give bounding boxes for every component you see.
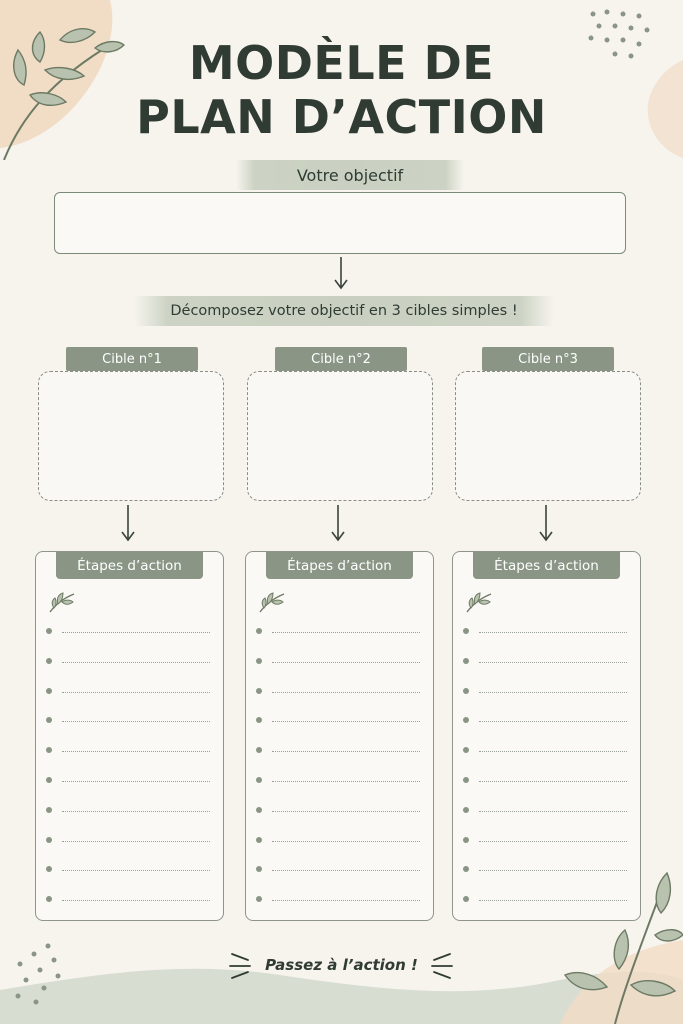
steps-panel-title: Étapes d’action <box>473 552 620 579</box>
step-line[interactable] <box>463 715 631 725</box>
step-line[interactable] <box>46 805 214 815</box>
step-line[interactable] <box>256 745 424 755</box>
bullet-icon <box>256 717 262 723</box>
bullet-icon <box>256 866 262 872</box>
title-line-1: MODÈLE DE <box>188 36 495 90</box>
dotted-rule <box>479 751 627 752</box>
step-line[interactable] <box>256 805 424 815</box>
leaf-sprig-icon <box>258 590 286 614</box>
dotted-rule <box>479 811 627 812</box>
bullet-icon <box>256 688 262 694</box>
bullet-icon <box>463 747 469 753</box>
bullet-icon <box>46 807 52 813</box>
steps-panel-title: Étapes d’action <box>56 552 203 579</box>
steps-panel-2 <box>245 551 434 921</box>
dotted-rule <box>62 751 210 752</box>
target-3-label: Cible n°3 <box>482 347 614 371</box>
bullet-icon <box>256 837 262 843</box>
arrow-down-icon <box>329 503 347 543</box>
dotted-rule <box>272 900 420 901</box>
target-1-field[interactable] <box>38 371 224 501</box>
target-3-field[interactable] <box>455 371 641 501</box>
dotted-rule <box>479 841 627 842</box>
dotted-rule <box>272 662 420 663</box>
step-line[interactable] <box>256 715 424 725</box>
dotted-rule <box>479 721 627 722</box>
bullet-icon <box>46 866 52 872</box>
leaf-sprig-icon <box>48 590 76 614</box>
step-line[interactable] <box>256 656 424 666</box>
step-line[interactable] <box>46 715 214 725</box>
bullet-icon <box>463 658 469 664</box>
dotted-rule <box>479 692 627 693</box>
arrow-down-icon <box>119 503 137 543</box>
title-line-2: PLAN D’ACTION <box>136 90 547 144</box>
step-line[interactable] <box>256 626 424 636</box>
steps-panel-1 <box>35 551 224 921</box>
step-line[interactable] <box>463 894 631 904</box>
dotted-rule <box>272 751 420 752</box>
bullet-icon <box>46 896 52 902</box>
goal-label: Votre objectif <box>236 160 464 190</box>
dotted-rule <box>272 841 420 842</box>
bullet-icon <box>256 658 262 664</box>
bullet-icon <box>46 717 52 723</box>
goal-field[interactable] <box>54 192 626 254</box>
step-line[interactable] <box>463 686 631 696</box>
bullet-icon <box>46 777 52 783</box>
bullet-icon <box>463 896 469 902</box>
dotted-rule <box>62 662 210 663</box>
target-1-label: Cible n°1 <box>66 347 198 371</box>
dotted-rule <box>62 721 210 722</box>
step-line[interactable] <box>463 745 631 755</box>
dotted-rule <box>272 692 420 693</box>
bullet-icon <box>46 628 52 634</box>
bullet-icon <box>463 777 469 783</box>
bullet-icon <box>46 658 52 664</box>
step-line[interactable] <box>46 835 214 845</box>
bullet-icon <box>463 807 469 813</box>
dotted-rule <box>272 721 420 722</box>
step-line[interactable] <box>46 894 214 904</box>
dotted-rule <box>62 841 210 842</box>
step-line[interactable] <box>46 626 214 636</box>
step-line[interactable] <box>46 775 214 785</box>
bullet-icon <box>463 837 469 843</box>
bullet-icon <box>463 866 469 872</box>
bullet-icon <box>256 896 262 902</box>
dotted-rule <box>479 632 627 633</box>
bullet-icon <box>46 688 52 694</box>
bullet-icon <box>256 747 262 753</box>
step-line[interactable] <box>463 775 631 785</box>
step-line[interactable] <box>256 686 424 696</box>
bullet-icon <box>46 837 52 843</box>
dotted-rule <box>479 900 627 901</box>
dotted-rule <box>62 811 210 812</box>
dots-pattern-icon <box>10 940 70 1010</box>
dotted-rule <box>62 692 210 693</box>
leaf-sprig-icon <box>465 590 493 614</box>
dotted-rule <box>272 632 420 633</box>
dotted-rule <box>272 781 420 782</box>
steps-panel-title: Étapes d’action <box>266 552 413 579</box>
target-2-label: Cible n°2 <box>275 347 407 371</box>
step-line[interactable] <box>256 835 424 845</box>
dotted-rule <box>62 900 210 901</box>
step-line[interactable] <box>463 835 631 845</box>
dotted-rule <box>272 870 420 871</box>
step-line[interactable] <box>46 864 214 874</box>
step-line[interactable] <box>46 656 214 666</box>
dotted-rule <box>62 870 210 871</box>
bullet-icon <box>256 628 262 634</box>
breakdown-label: Décomposez votre objectif en 3 cibles simples ! <box>134 296 554 326</box>
dotted-rule <box>479 870 627 871</box>
bullet-icon <box>46 747 52 753</box>
bullet-icon <box>463 717 469 723</box>
step-line[interactable] <box>256 864 424 874</box>
arrow-down-icon <box>332 255 350 291</box>
step-line[interactable] <box>256 775 424 785</box>
step-line[interactable] <box>463 805 631 815</box>
footer-cta: Passez à l’action ! <box>265 956 418 974</box>
bullet-icon <box>463 628 469 634</box>
step-line[interactable] <box>463 656 631 666</box>
dotted-rule <box>62 781 210 782</box>
arrow-down-icon <box>537 503 555 543</box>
dotted-rule <box>272 811 420 812</box>
page-title <box>0 36 683 144</box>
bullet-icon <box>256 777 262 783</box>
dotted-rule <box>479 781 627 782</box>
burst-lines-icon <box>428 950 454 980</box>
step-line[interactable] <box>256 894 424 904</box>
step-line[interactable] <box>463 626 631 636</box>
target-2-field[interactable] <box>247 371 433 501</box>
dotted-rule <box>479 662 627 663</box>
step-line[interactable] <box>463 864 631 874</box>
bullet-icon <box>256 807 262 813</box>
bullet-icon <box>463 688 469 694</box>
steps-panel-3 <box>452 551 641 921</box>
dotted-rule <box>62 632 210 633</box>
step-line[interactable] <box>46 686 214 696</box>
step-line[interactable] <box>46 745 214 755</box>
